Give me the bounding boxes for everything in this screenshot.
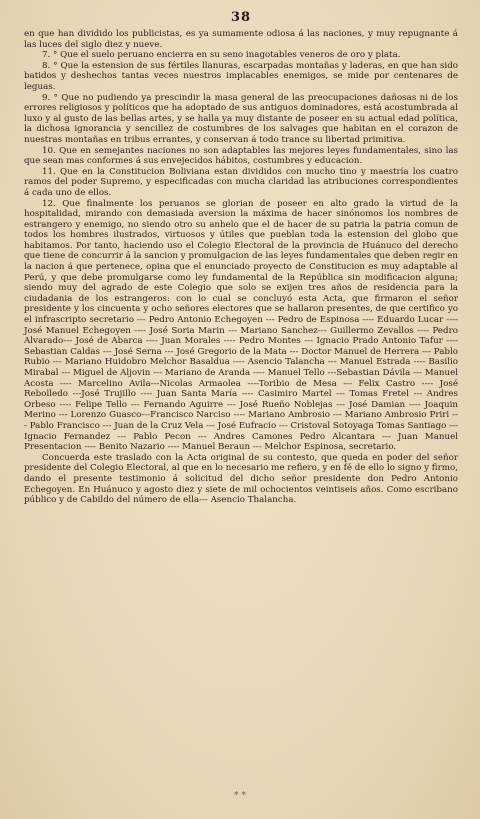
paragraph: Concuerda este traslado con la Acta original de su contesto, que queda en poder del señor presidente del Colegio Electoral, al que en lo necesario me refiero, y en fé de ello lo signo y firmo, dando el presente testimonio á solicitud del dicho señor presidente don Pedro Antonio Echegoyen. En Huánuco y agosto diez y siete de mil ochocientos veintiseis años. Como escribano público y de Cabildo del número de ella--- Asencio Thalancha. <box>24 452 458 506</box>
paragraph: 12. Que finalmente los peruanos se glorian de poseer en alto grado la virtud de la hospitalidad, mirando con demasiada aversion la máxima de hacer sinónomos los nombres de estrangero y enemigo, no siendo otro su anhelo que el de hacer de su patria la patria comun de todos los hombres ilustrados, virtuosos y útiles que pueblan toda la estension del globo que habitamos. Por tanto, haciendo uso el Colegio Electoral de la provincia de Huánuco del derecho que tiene de concurrir á la sancion y promulgacion de las leyes fundamentales que deben regir en la nacion á que pertenece, opina que el enunciado proyecto de Constitucion es muy adaptable al Perú, y que debe promulgarse como ley fundamental de la República sin modificacion alguna; siendo muy del agrado de este Colegio que solo se exijen tres años de residencia para la ciudadania de los estrangeros: con lo cual se concluyó esta Acta, que firmaron el señor presidente y los cincuenta y ocho señores electores que se hallaron presentes, de que certifico yo el infrascripto secretario --- Pedro Antonio Echegoyen --- Pedro de Espinosa ---- Eduardo Lucar ---- José Manuel Echegoyen ---- José Soria Marin --- Mariano Sanchez--- Guillermo Zevallos ---- Pedro Alvarado--- José de Abarca ---- Juan Morales ---- Pedro Montes --- Ignacio Prado Antonio Tafur ---- Sebastian Caldas --- José Serna --- José Gregorio de la Mata --- Doctor Manuel de Herrera --- Pablo Rubio --- Mariano Huidobro Melchor Basaldua ---- Asencio Talancha --- Manuel Estrada ---- Basilio Mirabal --- Miguel de Aljovin --- Mariano de Aranda ---- Manuel Tello ---Sebastian Dávila --- Manuel Acosta ---- Marcelino Avila---Nicolas Armaolea ----Toribio de Mesa --- Felix Castro ---- José Rebolledo ---José Trujillo ---- Juan Santa María ---- Casimiro Martel --- Tomas Fretel --- Andres Orbeso ---- Felipe Tello --- Fernando Aguirre --- José Rueño Noblejas --- José Damian ---- Joaquin Merino --- Lorenzo Guasco---Francisco Narciso ---- Mariano Ambrosio --- Mariano Ambrosio Priri --- Pablo Francisco --- Juan de la Cruz Vela --- José Eufracio --- Cristoval Sotoyaga Tomas Santiago --- Ignacio Fernandez --- Pablo Pecon --- Andres Camones Pedro Alcantara --- Juan Manuel Presentacion ---- Benito Nazario ---- Manuel Beraun --- Melchor Espinosa, secretario. <box>24 198 458 453</box>
paragraph: 9. ° Que no pudiendo ya prescindir la masa general de las preocupaciones dañosas ni de los errores religiosos y políticos que ha adoptado de sus antiguos dominadores, está acostumbrada al luxo y al gusto de las bellas artes, y se halla ya muy distante de poseer en su actual edad política, la dichosa ignorancia y sencillez de costumbres de los salvages que habitan en el corazon de nuestras montañas en tribus errantes, y conservan á todo trance su libertad primitiva. <box>24 92 458 145</box>
paragraph: en que han dividido los publicistas, es ya sumamente odiosa á las naciones, y muy repugnante á las luces del siglo diez y nueve. <box>24 29 458 50</box>
body-text <box>24 29 458 506</box>
paragraph: 10. Que en semejantes naciones no son adaptables las mejores leyes fundamentales, sino las que sean mas conformes á sus envejecidos hábitos, costumbres y educacion. <box>24 145 458 167</box>
paragraph: 7. ° Que el suelo peruano encierra en su seno inagotables veneros de oro y plata. <box>42 50 401 61</box>
paragraph: 11. Que en la Constitucion Boliviana estan divididos con mucho tino y maestría los cuatro ramos del poder Supremo, y especificadas con mucha claridad las atribuciones correspondientes á cada uno de ellos. <box>24 166 458 198</box>
paragraph: 8. ° Que la estension de sus fértiles llanuras, escarpadas montañas y laderas, en que han sido batidos y deshechos tantas veces nuestros implacables enemigos, se mide por centenares de leguas. <box>24 60 458 92</box>
footer-mark: * * <box>234 791 246 801</box>
page-number: 38 <box>230 10 252 25</box>
